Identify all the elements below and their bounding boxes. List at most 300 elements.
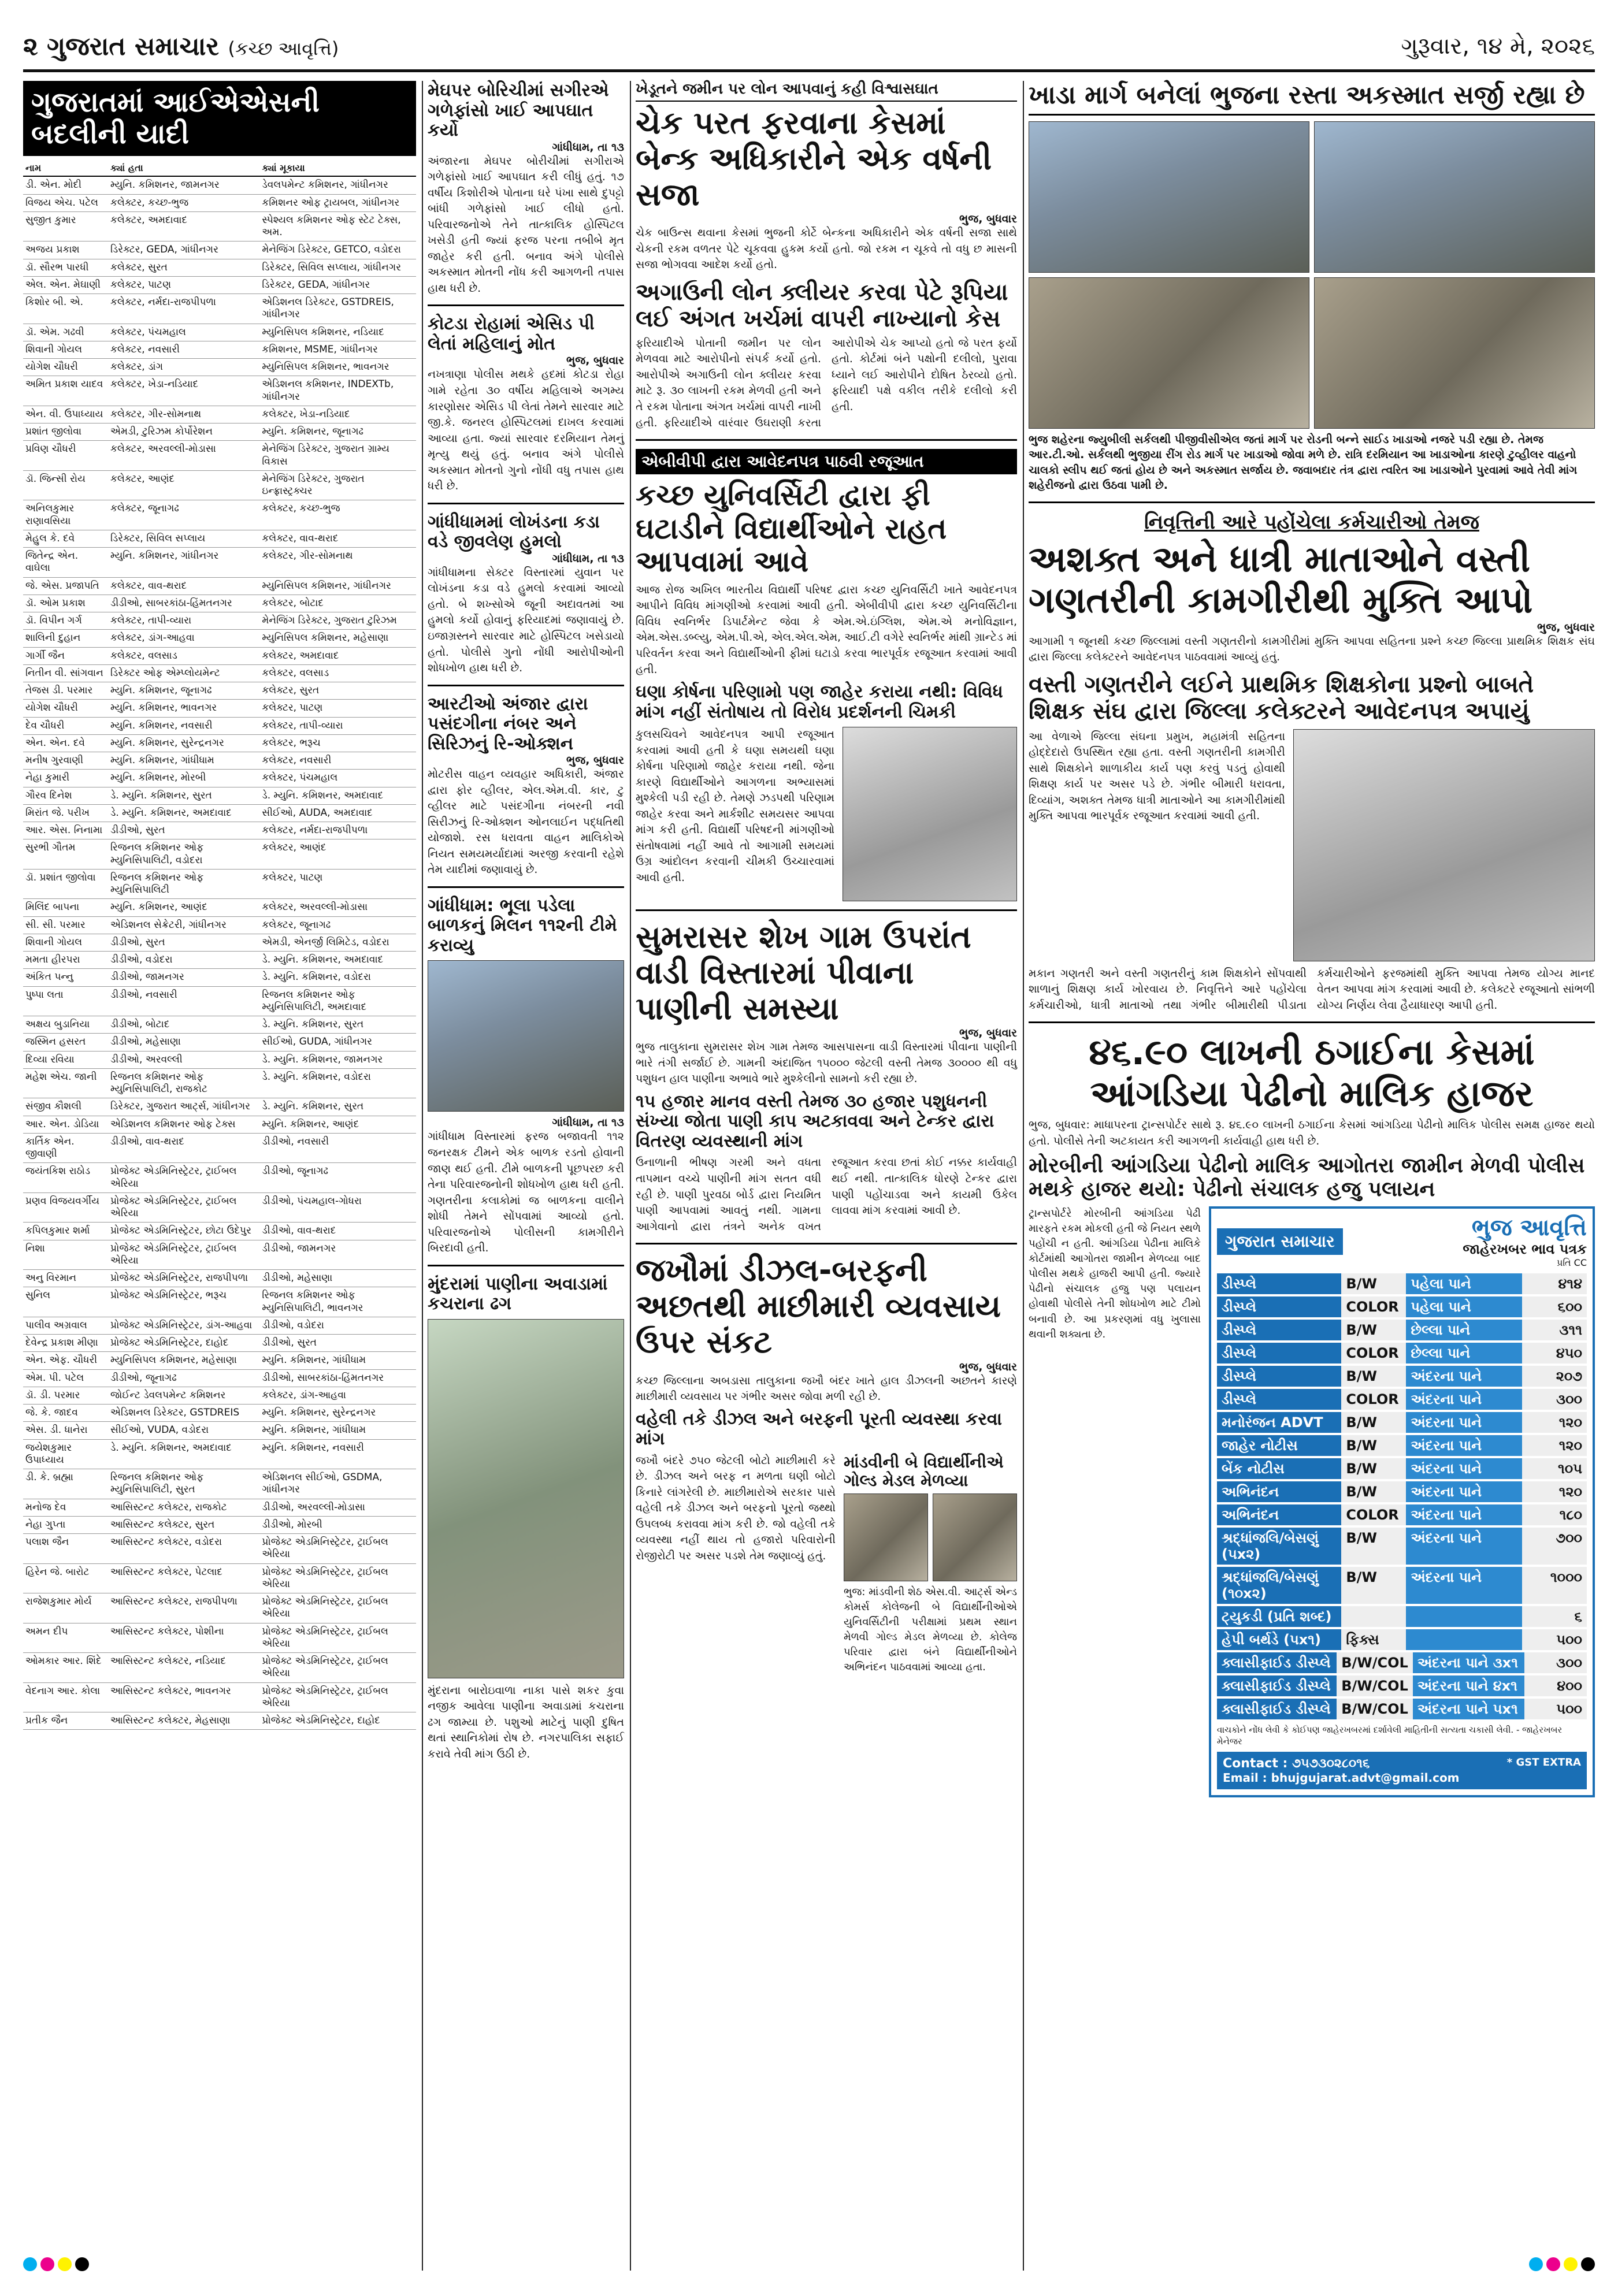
cell-to: એડિશનલ સીઈઓ, GSDMA, ગાંધીનગર	[259, 1469, 416, 1499]
cell-to: ડે. મ્યુનિ. કમિશનર, વડોદરા	[259, 1068, 416, 1098]
rate-cell: ક્લાસીફાઈડ ડીસ્પ્લે	[1217, 1675, 1337, 1696]
table-row	[23, 1499, 416, 1516]
rate-cell: પહેલા પાને	[1406, 1296, 1522, 1317]
story-body-row	[636, 727, 1017, 901]
cell-name: સુજીત કુમાર	[23, 211, 108, 242]
cell-to: કલેક્ટર, નર્મદા-રાજપીપળા	[259, 822, 416, 839]
cell-to: રિજનલ કમિશનર ઓફ મ્યુનિસિપાલિટી, અમદાવાદ	[259, 986, 416, 1016]
rate-cell: અભિનંદન	[1217, 1481, 1341, 1502]
cell-name: મહેશ એચ. જાની	[23, 1068, 108, 1098]
cell-from: કલેક્ટર, વલસાડ	[108, 647, 259, 664]
table-row	[23, 1712, 416, 1730]
rate-cell: ડીસ્પ્લે	[1217, 1343, 1341, 1364]
rate-cell: ડીસ્પ્લે	[1217, 1366, 1341, 1387]
main-news-column	[636, 81, 1017, 1675]
story-body-row	[1029, 729, 1595, 961]
road-photo	[1314, 277, 1595, 429]
table-row	[23, 1192, 416, 1223]
cell-name: મિલિંદ બાપના	[23, 899, 108, 916]
story-headline: કચ્છ યુનિવર્સિટી દ્વારા ફી ઘટાડીને વિદ્યાર્થીઓને રાહત આપવામાં આવે	[636, 478, 947, 579]
cell-from: મ્યુનિ. કમિશનર, ગાંધીનગર	[108, 548, 259, 578]
column-divider	[630, 81, 631, 2271]
rate-cell: ૪૦૦	[1524, 1675, 1587, 1696]
cell-name: અજય પ્રકાશ	[23, 242, 108, 259]
header-name: નામ	[23, 161, 108, 176]
table-row	[23, 530, 416, 547]
cell-name: વેદનાગ આર. કોલા	[23, 1682, 108, 1712]
registration-dot	[1564, 2257, 1578, 2271]
cell-name: હિરેન જે. બારોટ	[23, 1563, 108, 1593]
cell-name: એસ. ડી. ધાનેરા	[23, 1422, 108, 1439]
story-subheadline: ૧૫ હજાર માનવ વસ્તી તેમજ ૩૦ હજાર પશુધનની સંખ્યા જોતા પાણી કાપ અટકાવવા અને ટેન્કર દ્વારા વિતરણ વ્યવસ્થાની માંગ	[636, 1091, 994, 1151]
rate-cell: ૧૮૦	[1522, 1504, 1587, 1525]
table-row	[23, 647, 416, 664]
rate-cell: B/W	[1341, 1273, 1406, 1294]
masthead-left	[23, 32, 339, 61]
cell-name: ગાર્ગી જૈન	[23, 647, 108, 664]
cell-to: કલેક્ટર, વાવ-થરાદ	[259, 530, 416, 547]
cell-name: એન. એન. દવે	[23, 734, 108, 752]
masthead	[23, 23, 1595, 72]
cell-from: ડીડીઓ, વાવ-થરાદ	[108, 1133, 259, 1163]
table-row	[23, 1034, 416, 1051]
transfer-list-title: ગુજરાતમાં આઈએએસની બદલીની યાદી	[23, 81, 416, 156]
story-headline: જખૌમાં ડીઝલ-બરફની અછતથી માછીમારી વ્યવસાય ઉપર સંકટ	[636, 1252, 1001, 1361]
cell-to: પ્રોજેક્ટ એડમિનિસ્ટ્રેટર, ટ્રાઈબલ એરિયા	[259, 1593, 416, 1623]
cell-from: આસિસ્ટન્ટ કલેક્ટર, રાજકોટ	[108, 1499, 259, 1516]
cell-name: નેહા કુમારી	[23, 770, 108, 787]
cell-from: કલેક્ટર, જૂનાગઢ	[108, 500, 259, 530]
cell-from: રિજનલ કમિશનર ઓફ મ્યુનિસિપાલિટી, સુરત	[108, 1469, 259, 1499]
story-headline: કોટડા રોહામાં એસિડ પી લેતાં મહિલાનું મોત	[428, 314, 595, 354]
cell-from: આસિસ્ટન્ટ કલેક્ટર, ભાવનગર	[108, 1682, 259, 1712]
story-dateline: ગાંધીધામ, તા ૧૩	[552, 140, 624, 154]
cell-to: રિજનલ કમિશનર ઓફ મ્યુનિસિપાલિટી, ભાવનગર	[259, 1287, 416, 1317]
story-kicker: એબીવીપી દ્વારા આવેદનપત્ર પાઠવી રજૂઆત	[636, 449, 1017, 474]
table-row	[23, 324, 416, 341]
table-row	[23, 1317, 416, 1334]
rate-cell: ૪૧૪	[1522, 1273, 1587, 1294]
cell-from: જોઈન્ટ ડેવલપમેન્ટ કમિશનર	[108, 1387, 259, 1404]
cell-to: મ્યુનિ. કમિશનર, ગાંધીધામ	[259, 1422, 416, 1439]
paper-name: ગુજરાત સમાચાર	[47, 31, 220, 61]
rate-cell: B/W	[1341, 1320, 1406, 1340]
rate-cell: B/W/COL	[1337, 1675, 1413, 1696]
registration-dot	[58, 2257, 72, 2271]
story-subheadline: મોરબીની આંગડિયા પેઢીનો માલિક આગોતરા જામીન મેળવી પોલીસ મથકે હાજર થયો: પેઢીનો સંચાલક હજુ પલાયન	[1029, 1154, 1585, 1202]
table-row	[23, 259, 416, 276]
rate-cell: B/W/COL	[1337, 1699, 1413, 1719]
registration-dots-left	[23, 2257, 89, 2271]
rate-cell: ૩૦૦	[1524, 1652, 1587, 1673]
contact-phone[interactable]: ૭૫૭૩૦૨૮૦૧૬	[1292, 1756, 1370, 1771]
photo-caption: ભુજ શહેરના જ્યુબીલી સર્કલથી પીજીવીસીએલ જતાં માર્ગ પર રોડની બન્ને સાઈડ ખાડાઓ નજરે પડી રહ્યા છે. તેમજ આર.ટી.ઓ. સર્કલથી ભુજીયા રીંગ રોડ માર્ગ પર ખાડાઓ જોવા મળે છે. રાત્રિ દરમિયાન આ ખાડાઓના કારણે ટુવ્હીલર વાહનો ચાલકો સ્લીપ થઈ જતાં હોય છે અને અકસ્માત સર્જાય છે. જવાબદાર તંત્ર દ્વારા ત્વરિત આ ખાડાઓને પુરવામાં આવે તેવી માંગ શહેરીજનો દ્વારા ઉઠવા પામી છે.	[1029, 433, 1578, 492]
rate-list	[1217, 1273, 1587, 1719]
cell-to: ડીડીઓ, અરવલ્લી-મોડાસા	[259, 1499, 416, 1516]
rate-cell: B/W	[1341, 1481, 1406, 1502]
cell-from: ડિરેક્ટર, GEDA, ગાંધીનગર	[108, 242, 259, 259]
rate-row	[1217, 1320, 1587, 1340]
cell-from: કલેક્ટર, અમદાવાદ	[108, 211, 259, 242]
cell-from: આસિસ્ટન્ટ કલેક્ટર, નડિયાદ	[108, 1653, 259, 1683]
right-column	[1029, 81, 1595, 1797]
rate-cell	[1406, 1606, 1522, 1627]
story-headline: આરટીઓ અંજાર દ્વારા પસંદગીના નંબર અને સિરિઝનું રિ-ઓક્શન	[428, 693, 588, 754]
rate-cell: B/W	[1341, 1528, 1406, 1565]
cell-from: મ્યુનિ. કમિશનર, જૂનાગઢ	[108, 682, 259, 700]
cell-to: પ્રોજેક્ટ એડમિનિસ્ટ્રેટર, ટ્રાઈબલ એરિયા	[259, 1623, 416, 1653]
cell-from: રિજનલ કમિશનર ઓફ મ્યુનિસિપાલિટી, રાજકોટ	[108, 1068, 259, 1098]
table-row	[23, 1682, 416, 1712]
table-row	[23, 1223, 416, 1240]
ad-unit: પ્રતિ CC	[1556, 1257, 1587, 1268]
table-row	[23, 682, 416, 700]
table-row	[23, 1623, 416, 1653]
cell-name: યોગેશ ચૌધરી	[23, 700, 108, 717]
ad-card-header	[1217, 1214, 1587, 1269]
cell-from: ડીડીઓ, અરવલ્લી	[108, 1051, 259, 1068]
rate-row	[1217, 1567, 1587, 1604]
cell-name: ડૉ. પ્રશાંત જીલોવા	[23, 869, 108, 899]
story-body: નખત્રાણા પોલીસ મથકે હદમાં કોટડા રોહા ગામે રહેતા ૩૦ વર્ષીય મહિલાએ અગમ્ય કારણોસર એસિડ પી લેતાં તેમને સારવાર માટે જી.કે. જનરલ હોસ્પિટલમાં દાખલ કરવામાં આવ્યા હતા. જ્યાં સારવાર દરમિયાન તેમનું મૃત્યુ થયું હતું. બનાવ અંગે પોલીસે અકસ્માત મોતનો ગુનો નોંધી વધુ તપાસ હાથ ધરી છે.	[428, 368, 624, 493]
rate-cell: B/W/COL	[1337, 1652, 1413, 1673]
cell-to: ડીડીઓ, પંચમહાલ-ગોધરા	[259, 1192, 416, 1223]
rate-cell: અંદરના પાને	[1406, 1435, 1522, 1456]
table-row	[23, 1516, 416, 1533]
police-team-photo	[428, 960, 624, 1112]
cell-from: ડીડીઓ, જામનગર	[108, 969, 259, 986]
divider	[1029, 1021, 1595, 1023]
masthead-date: ગુરૂવાર, ૧૪ મે, ૨૦૨૬	[1401, 33, 1595, 60]
cell-to: ડે. મ્યુનિ. કમિશનર, જામનગર	[259, 1051, 416, 1068]
column-divider	[1023, 81, 1024, 2271]
story-subheadline: વહેલી તકે ડીઝલ અને બરફની પૂરતી વ્યવસ્થા કરવા માંગ	[636, 1409, 1002, 1450]
story-kicker: ખેડૂતને જમીન પર લોન આપવાનું કહી વિશ્વાસઘાત	[636, 81, 1017, 102]
story-body: ચેક બાઉન્સ થવાના કેસમાં ભુજની કોર્ટે બેન્કના અધિકારીને એક વર્ષની સજા સાથે ચેકની રકમ વળતર પેટે ચૂકવવા હુકમ કર્યો હતો. જો રકમ ન ચૂકવે તો વધુ છ માસની સજા ભોગવવા આદેશ કર્યો હતો.	[636, 226, 1017, 272]
cell-name: અનિલકુમાર રાણાવસિયા	[23, 500, 108, 530]
story-headline: અશક્ત અને ધાત્રી માતાઓને વસ્તી ગણતરીની કામગીરીથી મુક્તિ આપો	[1029, 538, 1533, 622]
table-row	[23, 752, 416, 770]
story-body: ટ્રાન્સપોર્ટરે મોરબીની આંગડિયા પેઢી મારફતે રકમ મોકલી હતી જે નિયત સ્થળે પહોંચી ન હતી. આંગડિયા પેઢીના માલિકે કોર્ટમાંથી આગોતરા જામીન મેળવ્યા બાદ પોલીસ મથકે હાજરી આપી હતી. જ્યારે પેઢીનો સંચાલક હજુ પણ પલાયન હોવાથી પોલીસે તેની શોધખોળ માટે ટીમો બનાવી છે. આ પ્રકરણમાં વધુ ખુલાસા થવાની શક્યતા છે.	[1029, 1207, 1201, 1340]
cell-from: કલેક્ટર, નર્મદા-રાજપીપળા	[108, 294, 259, 324]
divider	[1029, 501, 1595, 503]
registration-dot	[75, 2257, 89, 2271]
ad-card-title	[1463, 1214, 1587, 1269]
rate-cell: ક્લાસીફાઈડ ડીસ્પ્લે	[1217, 1652, 1337, 1673]
rate-cell: ૧૦૫	[1522, 1458, 1587, 1479]
cell-to: કલેક્ટર, ખેડા-નડિયાદ	[259, 406, 416, 423]
table-row	[23, 294, 416, 324]
cell-from: આસિસ્ટન્ટ કલેક્ટર, પોશીના	[108, 1623, 259, 1653]
rate-row	[1217, 1675, 1587, 1696]
contact-row	[1223, 1756, 1581, 1771]
cell-name: ગૌરવ દિનેશ	[23, 787, 108, 804]
portrait-row	[844, 1493, 1017, 1581]
cell-name: પાલીવ અગ્રવાલ	[23, 1317, 108, 1334]
story-body: ઉનાળાની ભીષણ ગરમી અને વધતા તાપમાન વચ્ચે પાણીની માંગ સતત વધી રહી છે. પાણી પુરવઠા બોર્ડ દ્વારા નિયમિત પાણી આપવામાં આવતું નથી. ગામના આગેવાનો દ્વારા તંત્રને અનેક વખત રજૂઆત કરવા છતાં કોઈ નક્કર કાર્યવાહી થઈ નથી. તાત્કાલિક ધોરણે ટેન્કર દ્વારા પાણી પહોંચાડવા અને કાયમી ઉકેલ લાવવા માંગ કરવામાં આવી છે.	[636, 1156, 1017, 1233]
table-row	[23, 1653, 416, 1683]
table-row	[23, 1369, 416, 1387]
students-photo	[843, 727, 1017, 901]
rate-cell: B/W	[1341, 1458, 1406, 1479]
cell-from: કલેક્ટર, નવસારી	[108, 341, 259, 358]
divider	[636, 1243, 1017, 1244]
cell-from: ડીડીઓ, મહેસાણા	[108, 1034, 259, 1051]
table-row	[23, 1287, 416, 1317]
cell-name: ડી. કે. બ્રહ્મા	[23, 1469, 108, 1499]
cell-to: મેનેજિંગ ડિરેક્ટર, ગુજરાત ટુરિઝમ	[259, 612, 416, 630]
cell-from: ડે. મ્યુનિ. કમિશનર, સુરત	[108, 787, 259, 804]
rate-cell: ૨૦૭	[1522, 1366, 1587, 1387]
cell-to: કલેક્ટર, કચ્છ-ભુજ	[259, 500, 416, 530]
story-headline: ચેક પરત ફરવાના કેસમાં બેન્ક અધિકારીને એક વર્ષની સજા	[636, 104, 992, 213]
rate-cell: ક્લાસીફાઈડ ડીસ્પ્લે	[1217, 1699, 1337, 1719]
rate-cell: B/W	[1341, 1567, 1406, 1604]
cell-name: યોગેશ ચૌધરી	[23, 359, 108, 376]
cell-from: ડીડીઓ, જૂનાગઢ	[108, 1369, 259, 1387]
cell-to: મેનેજિંગ ડિરેક્ટર, ગુજરાત ગ્રામ્ય વિકાસ	[259, 441, 416, 471]
cell-to: કલેક્ટર, વલસાડ	[259, 664, 416, 682]
story-headline: ખાડા માર્ગ બનેલાં ભુજના રસ્તા અકસ્માત સર્જી રહ્યા છે	[1029, 81, 1595, 116]
table-row	[23, 176, 416, 194]
rate-cell: મનોરંજન ADVT	[1217, 1412, 1341, 1433]
cell-to: ડિરેક્ટર, સિવિલ સપ્લાય, ગાંધીનગર	[259, 259, 416, 276]
cell-from: રિજનલ કમિશનર ઓફ મ્યુનિસિપાલિટી, વડોદરા	[108, 839, 259, 870]
sidebar-story	[844, 1453, 1017, 1675]
table-row	[23, 839, 416, 870]
rate-cell: ડીસ્પ્લે	[1217, 1273, 1341, 1294]
table-row	[23, 986, 416, 1016]
table-row	[23, 1270, 416, 1287]
cell-to: એડિશનલ ડિરેક્ટર, GSTDREIS, ગાંધીનગર	[259, 294, 416, 324]
rate-cell: B/W	[1341, 1435, 1406, 1456]
cell-name: નેહા ગુપ્તા	[23, 1516, 108, 1533]
cell-to: કમિશનર ઓફ ટ્રાયબલ, ગાંધીનગર	[259, 194, 416, 211]
table-row	[23, 500, 416, 530]
cell-to: કલેક્ટર, બોટાદ	[259, 595, 416, 612]
story-headline: મેઘપર બોરિચીમાં સગીરએ ગળેફાંસો ખાઈ આપઘાત કર્યો	[428, 80, 609, 140]
rate-cell: ૬૦૦	[1522, 1296, 1587, 1317]
cell-from: કલેક્ટર, તાપી-વ્યારા	[108, 612, 259, 630]
story-body: જખૌ બંદરે ૭૫૦ જેટલી બોટો માછીમારી કરે છે. ડીઝલ અને બરફ ન મળતા ઘણી બોટો કિનારે લાંગરેલી છે. માછીમારોએ સરકાર પાસે વહેલી તકે ડીઝલ અને બરફનો પૂરતો જથ્થો ઉપલબ્ધ કરાવવા માંગ કરી છે. જો વહેલી તકે વ્યવસ્થા નહીં થાય તો હજારો પરિવારોની રોજીરોટી પર અસર પડશે તેમ જણાવ્યું હતું.	[636, 1454, 836, 1562]
cell-from: પ્રોજેક્ટ એડમિનિસ્ટ્રેટર, ટ્રાઈબલ એરિયા	[108, 1192, 259, 1223]
rate-cell: અંદરના પાને	[1406, 1567, 1522, 1604]
cell-to: ડીડીઓ, સાબરકાંઠા-હિંમતનગર	[259, 1369, 416, 1387]
divider	[428, 1265, 624, 1266]
cell-to: મ્યુનિ. કમિશનર, જૂનાગઢ	[259, 423, 416, 441]
rate-row	[1217, 1699, 1587, 1719]
rate-row	[1217, 1435, 1587, 1456]
cell-name: જયેશકુમાર ઉપાધ્યાય	[23, 1439, 108, 1469]
table-header-row	[23, 161, 416, 176]
rate-row	[1217, 1481, 1587, 1502]
table-row	[23, 899, 416, 916]
story-headline: ગાંધીધામ: ભૂલા પડેલા બાળકનું મિલન ૧૧૨ની ટીમે કરાવ્યુ	[428, 895, 617, 956]
table-row	[23, 1051, 416, 1068]
story-headline: માંડવીની બે વિદ્યાર્થીનીએ ગોલ્ડ મેડલ મેળવ્યા	[844, 1452, 1004, 1490]
cell-name: ડી. એન. મોદી	[23, 176, 108, 194]
cell-from: મ્યુનિ. કમિશનર, નવસારી	[108, 717, 259, 734]
cell-to: એમડી, એનર્જી લિમિટેડ, વડોદરા	[259, 934, 416, 951]
cell-name: દિવ્યા રવિયા	[23, 1051, 108, 1068]
edition-label: (કચ્છ આવૃત્તિ)	[228, 37, 339, 60]
cell-to: કલેક્ટર, અમદાવાદ	[259, 647, 416, 664]
table-row	[23, 1387, 416, 1404]
cell-name: સી. સી. પરમાર	[23, 916, 108, 934]
table-row	[23, 1469, 416, 1499]
cell-from: ડિરેક્ટર ઓફ એમ્પ્લોયમેન્ટ	[108, 664, 259, 682]
ad-subtitle: જાહેરખબર ભાવ પત્રક	[1463, 1240, 1587, 1257]
ad-contact-bar	[1217, 1752, 1587, 1789]
cell-name: જિતેન્દ્ર એન. વાઘેલા	[23, 548, 108, 578]
story-dateline: ભુજ, બુધવાર	[959, 213, 1017, 226]
rate-cell: અભિનંદન	[1217, 1504, 1341, 1525]
table-row	[23, 194, 416, 211]
cell-to: મ્યુનિ. કમિશનર, ગાંધીધામ	[259, 1352, 416, 1369]
garbage-photo	[428, 1319, 624, 1678]
cell-from: ડિરેક્ટર, ગુજરાત આર્ટ્સ, ગાંધીનગર	[108, 1098, 259, 1116]
cell-name: દેવ ચૌધરી	[23, 717, 108, 734]
registration-dot	[40, 2257, 54, 2271]
rate-cell: જાહેર નોટીસ	[1217, 1435, 1341, 1456]
table-row	[23, 612, 416, 630]
cell-to: પ્રોજેક્ટ એડમિનિસ્ટ્રેટર, ટ્રાઈબલ એરિયા	[259, 1563, 416, 1593]
cell-name: ડૉ. વિપીન ગર્ગ	[23, 612, 108, 630]
table-row	[23, 1405, 416, 1422]
story-dateline: ભુજ, બુધવાર	[1537, 621, 1595, 634]
registration-dot	[1529, 2257, 1543, 2271]
cell-to: મેનેજિંગ ડિરેક્ટર, ગુજરાત ઇન્ફ્રાસ્ટ્રક્ચર	[259, 470, 416, 500]
story-headline: સુમરાસર શેખ ગામ ઉપરાંત વાડી વિસ્તારમાં પીવાના પાણીની સમસ્યા	[636, 919, 971, 1027]
rate-cell: અંદરના પાને	[1406, 1412, 1522, 1433]
rate-cell: COLOR	[1341, 1296, 1406, 1317]
rate-cell: અંદરના પાને ૫x૧	[1413, 1699, 1524, 1719]
rate-row	[1217, 1629, 1587, 1650]
cell-from: ડીડીઓ, સુરત	[108, 822, 259, 839]
rate-cell: શ્રદ્ધાંજલિ/બેસણું (૧૦x૨)	[1217, 1567, 1341, 1604]
cell-name: અંકિત પન્નુ	[23, 969, 108, 986]
story-subheadline: ઘણા કોર્ષના પરિણામો પણ જાહેર કરાયા નથી: વિવિધ માંગ નહીં સંતોષાય તો વિરોધ પ્રદર્શનની ચિમકી	[636, 682, 1003, 722]
rate-cell: ૬	[1522, 1606, 1587, 1627]
story-body: મોટરીસ વાહન વ્યવહાર અધિકારી, અંજાર દ્વારા ફોર વ્હીલર, એલ.એમ.વી. કાર, ટુ વ્હીલર માટે પસંદગીના નંબરની નવી સિરીઝનું રિ-ઓક્શન ઓનલાઈન પદ્ધતિથી યોજાશે. રસ ધરાવતા વાહન માલિકોએ નિયત સમયમર્યાદામાં અરજી કરવાની રહેશે તેમ યાદીમાં જણાવાયું છે.	[428, 768, 624, 876]
cell-name: એમ. પી. પટેલ	[23, 1369, 108, 1387]
cell-name: કિશોર બી. એ.	[23, 294, 108, 324]
rate-row	[1217, 1652, 1587, 1673]
cell-to: કલેક્ટર, પાટણ	[259, 700, 416, 717]
table-row	[23, 1593, 416, 1623]
story-body: અંજારના મેઘપર બોરીચીમાં સગીરાએ ગળેફાંસો ખાઈ આપઘાત કરી લીધું હતું. ૧૭ વર્ષીય કિશોરીએ પોતાના ઘરે પંખા સાથે દુપટ્ટો બાંધી ગળેફાંસો ખાઈ લીધો હતો. પરિવારજનોએ તેને તાત્કાલિક હોસ્પિટલ ખસેડી હતી જ્યાં ફરજ પરના તબીબે મૃત જાહેર કરી હતી. બનાવ અંગે પોલીસે અકસ્માત મોતની નોંધ કરી આગળની તપાસ હાથ ધરી છે.	[428, 154, 624, 295]
cell-name: આર. એસ. નિનામા	[23, 822, 108, 839]
cell-name: એન. એફ. ચૌધરી	[23, 1352, 108, 1369]
rate-cell: ૧૦૦૦	[1522, 1567, 1587, 1604]
email-address[interactable]: bhujgujarat.advt@gmail.com	[1271, 1771, 1460, 1785]
transfer-table-body	[23, 176, 416, 1730]
registration-dot	[1581, 2257, 1595, 2271]
table-row	[23, 1563, 416, 1593]
cell-name: શિવાની ગોયલ	[23, 934, 108, 951]
cell-from: એડિશનલ સેક્રેટરી, ગાંધીનગર	[108, 916, 259, 934]
table-row	[23, 1439, 416, 1469]
rate-row	[1217, 1389, 1587, 1410]
cell-to: મ્યુનિ. કમિશનર, સુરેન્દ્રનગર	[259, 1405, 416, 1422]
contact-label: Contact :	[1223, 1756, 1288, 1771]
cell-to: કમિશનર, MSME, ગાંધીનગર	[259, 341, 416, 358]
table-row	[23, 700, 416, 717]
story-body: ભુજ, બુધવાર: માધાપરના ટ્રાન્સપોર્ટર સાથે રૂ. ૪૬.૯૦ લાખની ઠગાઈના કેસમાં આંગડિયા પેઢીનો માલિક પોલીસ સમક્ષ હાજર થયો હતો. પોલીસે તેની અટકાયત કરી આગળની કાર્યવાહી હાથ ધરી છે.	[1029, 1118, 1595, 1147]
cell-name: સુનિલ	[23, 1287, 108, 1317]
email-row	[1223, 1771, 1581, 1785]
cell-from: કલેક્ટર, પાટણ	[108, 276, 259, 293]
cell-name: સુરભી ગૌતમ	[23, 839, 108, 870]
road-photo	[1314, 121, 1595, 273]
cell-from: પ્રોજેક્ટ એડમિનિસ્ટ્રેટર, ટ્રાઈબલ એરિયા	[108, 1163, 259, 1193]
story-subheadline: અગાઉની લોન ક્લીયર કરવા પેટે રૂપિયા લઈ અંગત ખર્ચમાં વાપરી નાખ્યાનો કેસ	[636, 278, 1008, 332]
cell-to: કલેક્ટર, જૂનાગઢ	[259, 916, 416, 934]
email-label: Email :	[1223, 1771, 1267, 1785]
table-row	[23, 717, 416, 734]
cell-name: નિતીન વી. સાંગવાન	[23, 664, 108, 682]
cell-from: ડે. મ્યુનિ. કમિશનર, અમદાવાદ	[108, 1439, 259, 1469]
cell-from: કલેક્ટર, કચ્છ-ભુજ	[108, 194, 259, 211]
table-row	[23, 211, 416, 242]
cell-name: મનોજ દેવ	[23, 1499, 108, 1516]
rate-cell: છેલ્લા પાને	[1406, 1343, 1522, 1364]
cell-name: પ્રતીક જૈન	[23, 1712, 108, 1730]
rate-cell: હેપી બર્થડે (૫x૧)	[1217, 1629, 1341, 1650]
story-ad-row	[1029, 1206, 1595, 1798]
rate-cell	[1341, 1606, 1406, 1627]
table-row	[23, 1240, 416, 1270]
story-body: ભુજ તાલુકાના સુમરાસર શેખ ગામ તેમજ આસપાસના વાડી વિસ્તારમાં પીવાના પાણીની ભારે તંગી સર્જાઈ છે. ગામની અંદાજિત ૧૫૦૦૦ જેટલી વસ્તી તેમજ ૩૦૦૦૦ થી વધુ પશુધન હાલ પાણીના અભાવે ભારે મુશ્કેલીનો સામનો કરી રહ્યા છે.	[636, 1041, 1017, 1086]
newspaper-page	[23, 23, 1595, 2273]
rate-cell: ૩૧૧	[1522, 1320, 1587, 1340]
table-row	[23, 664, 416, 682]
cell-from: પ્રોજેક્ટ એડમિનિસ્ટ્રેટર, ડાંગ-આહવા	[108, 1317, 259, 1334]
table-row	[23, 822, 416, 839]
rate-row	[1217, 1504, 1587, 1525]
table-row	[23, 595, 416, 612]
cell-from: કલેક્ટર, સુરત	[108, 259, 259, 276]
cell-to: ડીડીઓ, વાવ-થરાદ	[259, 1223, 416, 1240]
cell-from: ડીડીઓ, વડોદરા	[108, 952, 259, 969]
road-photo	[1029, 277, 1309, 429]
cell-to: મ્યુનિસિપલ કમિશનર, મહેસાણા	[259, 630, 416, 647]
transfer-table	[23, 161, 416, 1730]
header-from: ક્યાં હતા	[108, 161, 259, 176]
cell-to: મ્યુનિ. કમિશનર, નવસારી	[259, 1439, 416, 1469]
rate-row	[1217, 1606, 1587, 1627]
story-headline: ૪૬.૯૦ લાખની ઠગાઈના કેસમાં આંગડિયા પેઢીનો માલિક હાજર	[1089, 1031, 1535, 1114]
cell-to: કલેક્ટર, અરવલ્લી-મોડાસા	[259, 899, 416, 916]
story-body: કચ્છ જિલ્લાના અબડાસા તાલુકાના જખૌ બંદર ખાતે હાલ ડીઝલની અછતને કારણે માછીમારી વ્યવસાય પર ગંભીર અસર જોવા મળી રહી છે.	[636, 1374, 1017, 1403]
cell-from: મ્યુનિ. કમિશનર, ગાંધીધામ	[108, 752, 259, 770]
cell-name: પ્રશાંત જીલોવા	[23, 423, 108, 441]
cell-from: મ્યુનિ. કમિશનર, ભાવનગર	[108, 700, 259, 717]
rate-cell: અંદરના પાને	[1406, 1458, 1522, 1479]
cell-name: ડૉ. ઓમ પ્રકાશ	[23, 595, 108, 612]
registration-dot	[1546, 2257, 1560, 2271]
cell-from: પ્રોજેક્ટ એડમિનિસ્ટ્રેટર, છોટા ઉદેપુર	[108, 1223, 259, 1240]
cell-name: ઓમકાર આર. શિંદે	[23, 1653, 108, 1683]
cell-from: કલેક્ટર, અરવલ્લી-મોડાસા	[108, 441, 259, 471]
cell-name: ડૉ. સૌરભ પારધી	[23, 259, 108, 276]
table-row	[23, 423, 416, 441]
story-dateline: ભુજ, બુધવાર	[959, 1027, 1017, 1040]
divider	[428, 685, 624, 686]
cell-name: જે. એસ. પ્રજાપતિ	[23, 577, 108, 595]
rate-cell: ૫૦૦	[1522, 1629, 1587, 1650]
table-row	[23, 1116, 416, 1133]
